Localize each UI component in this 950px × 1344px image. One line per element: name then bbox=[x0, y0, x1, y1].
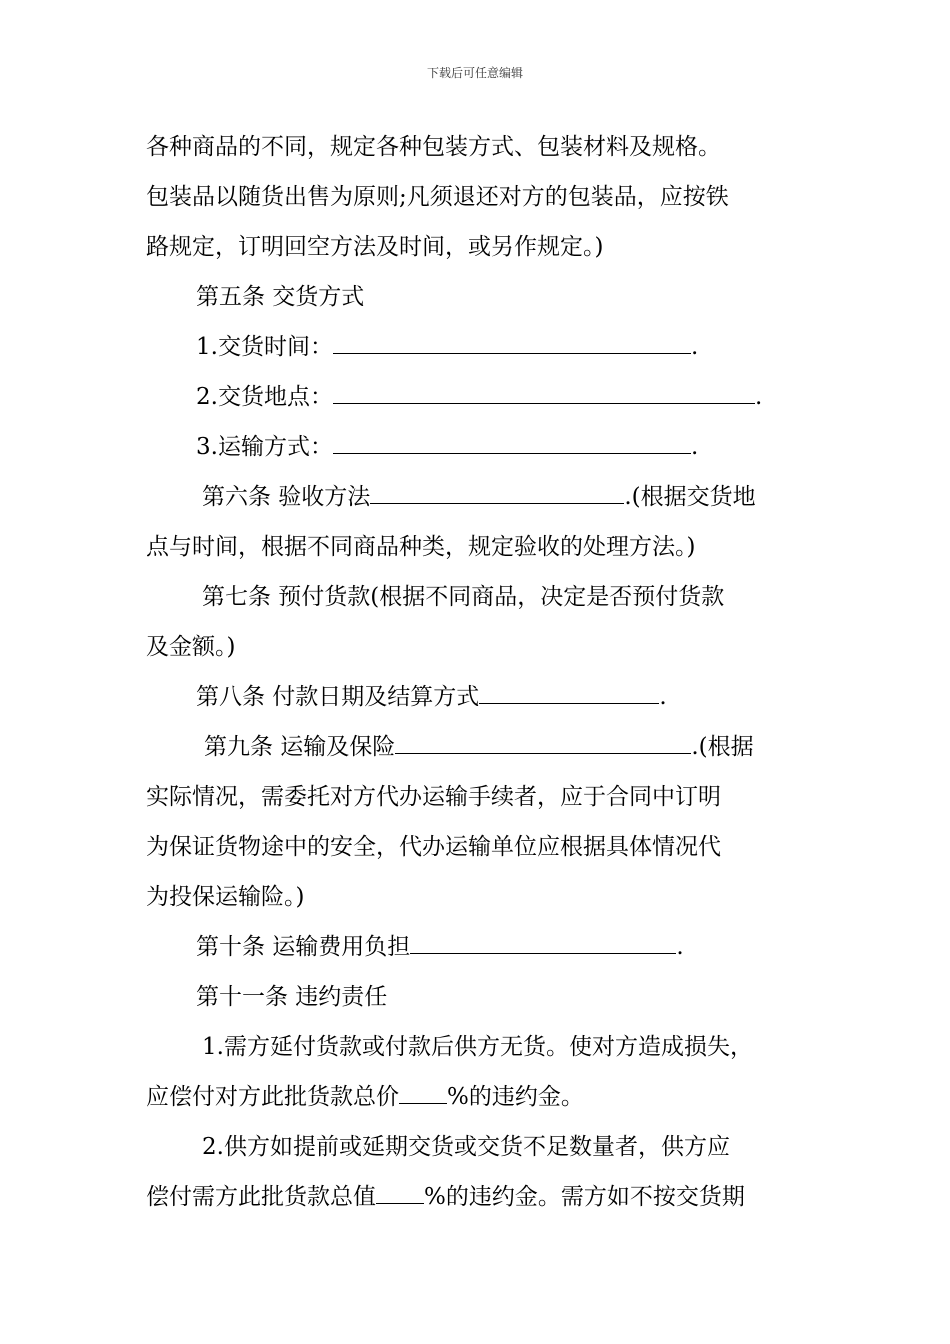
line-suffix: . bbox=[754, 384, 763, 410]
line-prefix: 第六条 验收方法 bbox=[202, 484, 371, 510]
line-suffix: . bbox=[690, 434, 699, 460]
text-line: 各种商品的不同，规定各种包装方式、包装材料及规格。 bbox=[146, 134, 721, 160]
article-6-line bbox=[146, 472, 812, 522]
fill-in-blank[interactable] bbox=[333, 323, 691, 354]
article-10-line bbox=[146, 922, 812, 972]
line-suffix: .(根据交货地 bbox=[624, 484, 756, 510]
document-body bbox=[146, 122, 812, 1222]
line-prefix: 第九条 运输及保险 bbox=[204, 734, 396, 760]
line-suffix: . bbox=[659, 684, 667, 710]
text-line: 及金额。) bbox=[146, 634, 236, 660]
line-prefix: 1.交货时间： bbox=[196, 334, 333, 360]
line-suffix: %的违约金。 bbox=[447, 1084, 584, 1110]
fill-in-blank[interactable] bbox=[410, 923, 676, 954]
line-prefix: 第八条 付款日期及结算方式 bbox=[196, 684, 480, 710]
text-line: 1.需方延付货款或付款后供方无货。使对方造成损失， bbox=[202, 1034, 753, 1060]
header-note: 下载后可任意编辑 bbox=[426, 66, 523, 80]
delivery-place-line bbox=[146, 372, 812, 422]
text-line: 点与时间，根据不同商品种类，规定验收的处理方法。) bbox=[146, 534, 696, 560]
text-line: 路规定，订明回空方法及时间，或另作规定。) bbox=[146, 234, 604, 260]
text-line: 为投保运输险。) bbox=[146, 884, 305, 910]
line-prefix: 应偿付对方此批货款总价 bbox=[146, 1084, 399, 1110]
line-suffix: .(根据 bbox=[691, 734, 754, 760]
line-prefix: 2.交货地点： bbox=[196, 384, 333, 410]
text-line: 实际情况，需委托对方代办运输手续者，应于合同中订明 bbox=[146, 784, 721, 810]
transport-method-line bbox=[146, 422, 812, 472]
fill-in-blank[interactable] bbox=[479, 673, 659, 704]
article-5-heading: 第五条 交货方式 bbox=[196, 284, 365, 310]
line-prefix: 偿付需方此批货款总值 bbox=[146, 1184, 376, 1210]
line-prefix: 第十条 运输费用负担 bbox=[196, 934, 411, 960]
fill-in-blank[interactable] bbox=[370, 473, 624, 504]
line-prefix: 3.运输方式： bbox=[196, 434, 333, 460]
penalty-rate-line-2 bbox=[146, 1172, 812, 1222]
fill-in-blank[interactable] bbox=[333, 373, 755, 404]
text-line: 为保证货物途中的安全，代办运输单位应根据具体情况代 bbox=[146, 834, 721, 860]
article-11-heading: 第十一条 违约责任 bbox=[196, 984, 388, 1010]
article-7-line: 第七条 预付货款(根据不同商品，决定是否预付货款 bbox=[202, 584, 725, 610]
text-line: 2.供方如提前或延期交货或交货不足数量者，供方应 bbox=[202, 1134, 730, 1160]
text-line: 包装品以随货出售为原则;凡须退还对方的包装品，应按铁 bbox=[146, 184, 729, 210]
line-suffix: . bbox=[690, 334, 699, 360]
fill-in-blank[interactable] bbox=[399, 1073, 447, 1104]
article-9-line bbox=[146, 722, 812, 772]
line-suffix: %的违约金。需方如不按交货期 bbox=[424, 1184, 745, 1210]
delivery-time-line bbox=[146, 322, 812, 372]
fill-in-blank[interactable] bbox=[333, 423, 691, 454]
line-suffix: . bbox=[676, 934, 684, 960]
fill-in-blank[interactable] bbox=[395, 723, 691, 754]
penalty-rate-line-1 bbox=[146, 1072, 812, 1122]
article-8-line bbox=[146, 672, 812, 722]
fill-in-blank[interactable] bbox=[376, 1173, 424, 1204]
